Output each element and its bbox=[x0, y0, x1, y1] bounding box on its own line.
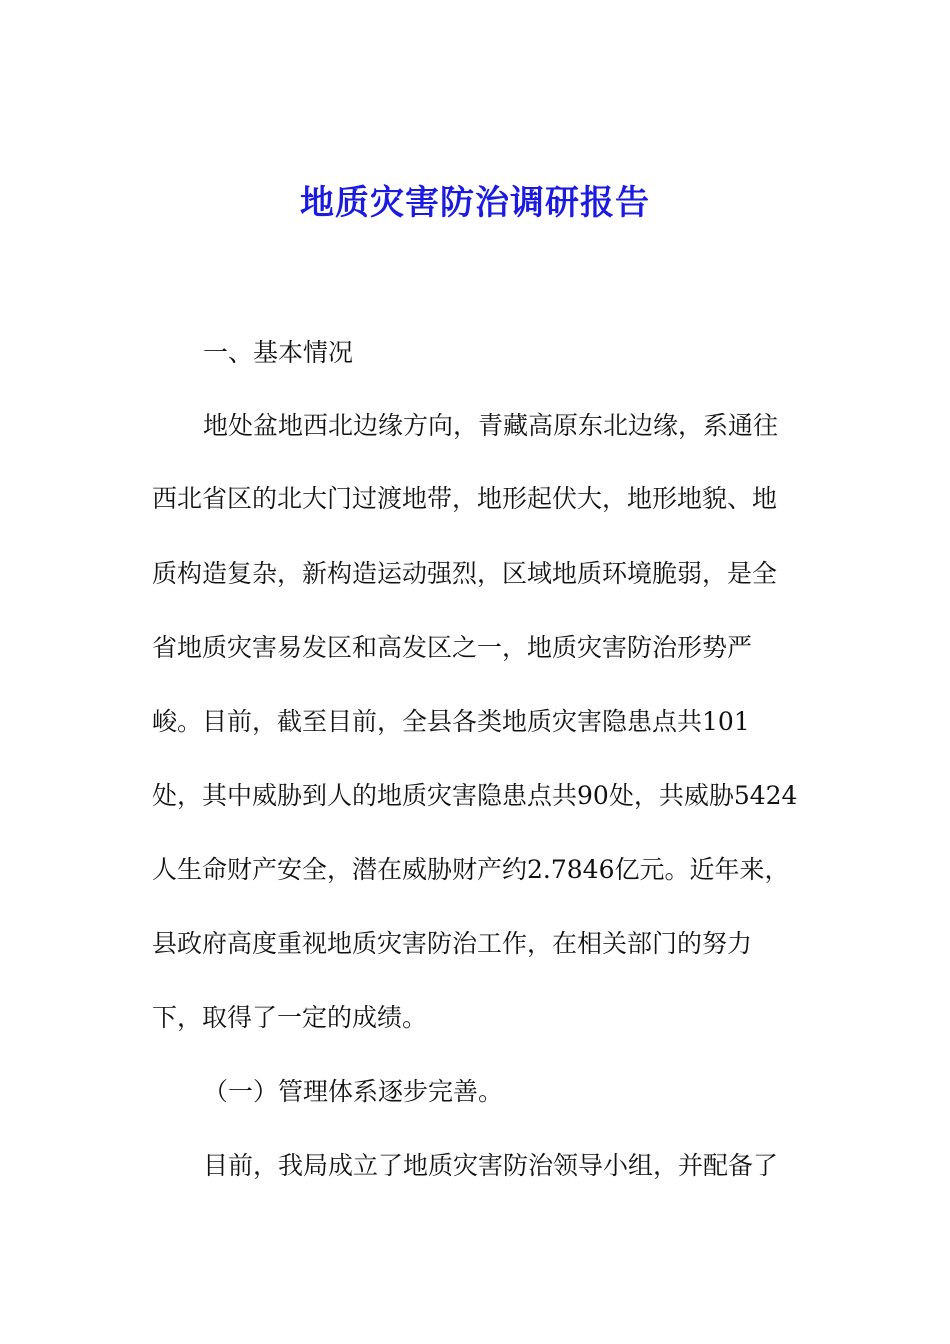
paragraph-line: 质构造复杂，新构造运动强烈，区域地质环境脆弱，是全 bbox=[152, 559, 778, 588]
subsection-heading: （一）管理体系逐步完善。 bbox=[203, 1077, 504, 1106]
paragraph-line: 地处盆地西北边缘方向，青藏高原东北边缘，系通往 bbox=[203, 411, 779, 440]
paragraph-line: 县政府高度重视地质灾害防治工作，在相关部门的努力 bbox=[152, 929, 753, 958]
paragraph-line: 下，取得了一定的成绩。 bbox=[152, 1003, 428, 1032]
paragraph-line: 省地质灾害易发区和高发区之一，地质灾害防治形势严 bbox=[152, 633, 753, 662]
paragraph-line: 处，其中威胁到人的地质灾害隐患点共90处，共威胁5424 bbox=[152, 781, 798, 810]
paragraph-line: 峻。目前，截至目前，全县各类地质灾害隐患点共101 bbox=[152, 707, 750, 736]
document-title: 地质灾害防治调研报告 bbox=[300, 183, 650, 223]
paragraph-line: 目前，我局成立了地质灾害防治领导小组，并配备了 bbox=[203, 1151, 779, 1180]
paragraph-line: 西北省区的北大门过渡地带，地形起伏大，地形地貌、地 bbox=[152, 484, 778, 513]
section-heading-basic: 一、基本情况 bbox=[203, 338, 354, 367]
paragraph-line: 人生命财产安全，潜在威胁财产约2.7846亿元。近年来， bbox=[152, 855, 790, 884]
